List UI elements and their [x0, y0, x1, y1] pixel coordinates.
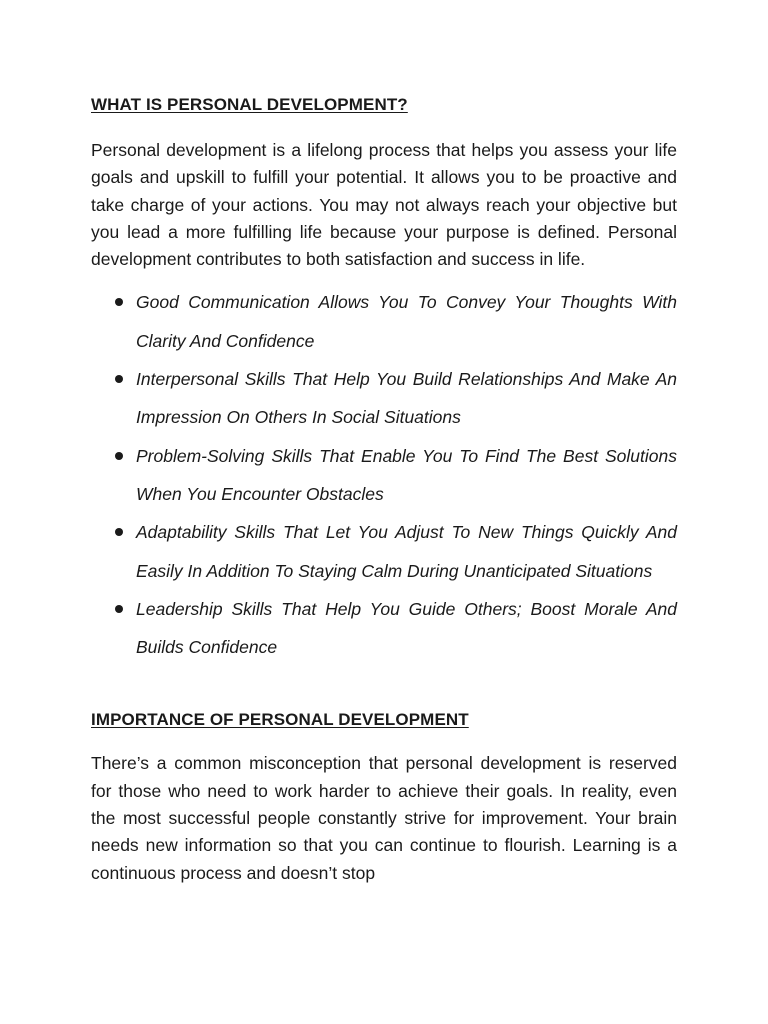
list-item-text: Adaptability Skills That Let You Adjust To New Things Quickly And Easily In Addition To Staying Calm During Unanticipated Situations: [136, 522, 677, 581]
bullet-dot-icon: [115, 452, 123, 460]
list-item-text: Good Communication Allows You To Convey Your Thoughts With Clarity And Confidence: [136, 292, 677, 351]
list-item: [91, 590, 677, 667]
bullet-dot-icon: [115, 298, 123, 306]
list-item: [91, 437, 677, 514]
bullet-dot-icon: [115, 375, 123, 383]
document-page: [91, 93, 677, 887]
list-item-text: Problem-Solving Skills That Enable You To Find The Best Solutions When You Encounter Obstacles: [136, 445, 677, 504]
list-item: [91, 283, 677, 360]
section-heading-what-is: WHAT IS PERSONAL DEVELOPMENT?: [91, 95, 408, 114]
list-item: [91, 360, 677, 437]
bullet-dot-icon: [115, 605, 123, 613]
skills-bullet-list: [91, 283, 677, 666]
section-paragraph-what-is: Personal development is a lifelong process that helps you assess your life goals and upskill to fulfill your potential. It allows you to be proactive and take charge of your actions. You may not always reach your objective but you lead a more fulfilling life because your purpose is defined. Personal development contributes to both satisfaction and success in life.: [91, 140, 677, 270]
bullet-dot-icon: [115, 528, 123, 536]
list-item: [91, 513, 677, 590]
list-item-text: Leadership Skills That Help You Guide Others; Boost Morale And Builds Confidence: [136, 598, 677, 658]
section-heading-importance: IMPORTANCE OF PERSONAL DEVELOPMENT: [91, 710, 469, 730]
section-paragraph-importance: There’s a common misconception that personal development is reserved for those who need to work harder to achieve their goals. In reality, even the most successful people constantly strive for improvement. Your brain needs new information so that you can continue to flourish. Learning is a continuous process and doesn’t stop: [91, 753, 677, 883]
list-item-text: Interpersonal Skills That Help You Build Relationships And Make An Impression On Others In Social Situations: [136, 369, 677, 428]
